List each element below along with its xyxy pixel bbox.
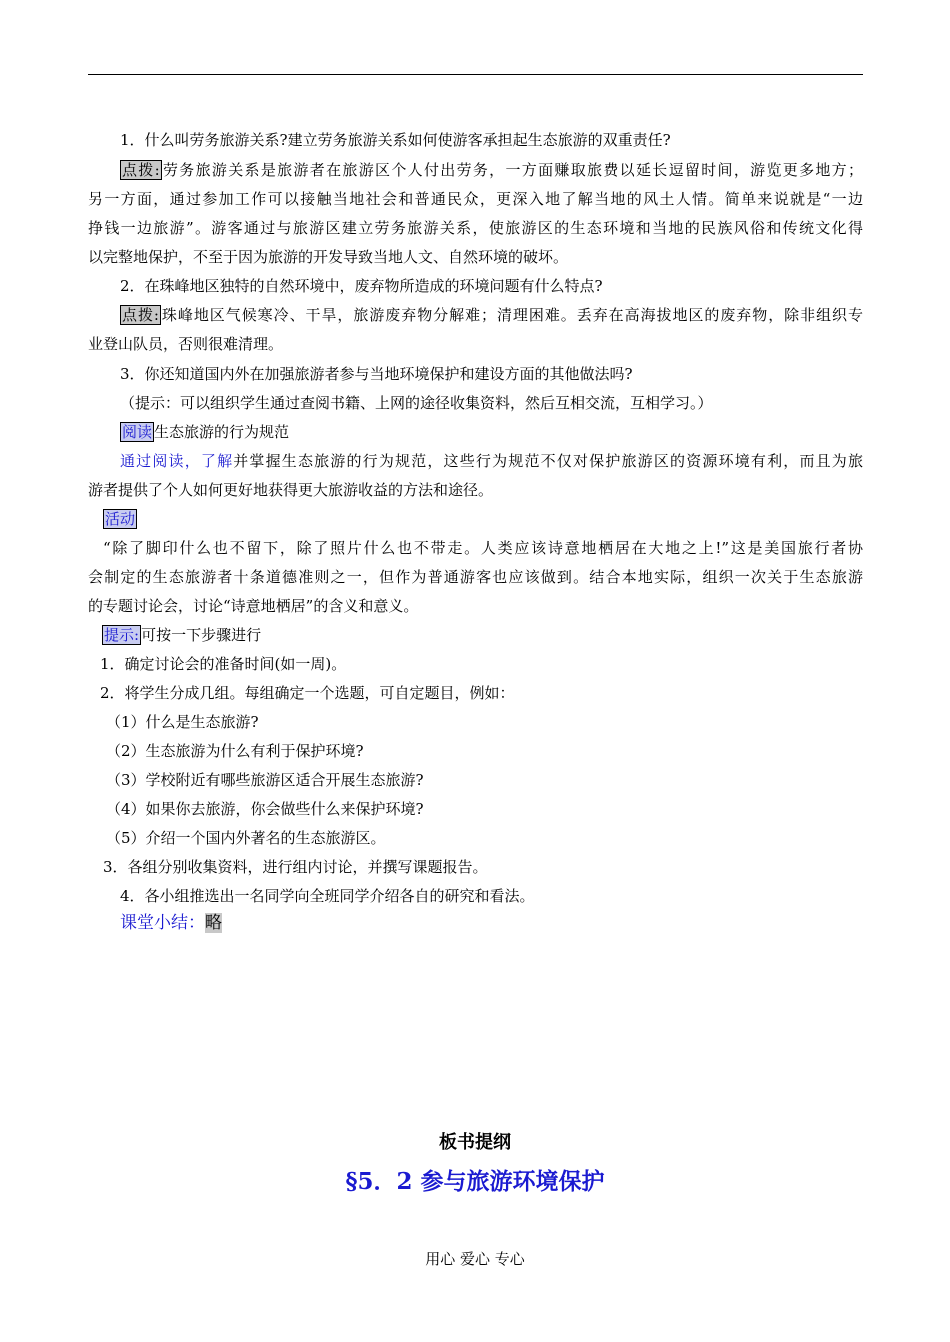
- q1-answer-line-1: 点拨: 劳务旅游关系是旅游者在旅游区个人付出劳务，一方面赚取旅费以延长逗留时间，游览更多地方；: [122, 161, 863, 179]
- q1-answer-line-3: 挣钱一边旅游”。游客通过与旅游区建立劳务旅游关系，使旅游区的生态环境和当地的民族风俗和传统文化得: [88, 219, 863, 237]
- step-3: 3．各组分别收集资料，进行组内讨论，并撰写课题报告。: [103, 858, 488, 876]
- question-1: 1．什么叫劳务旅游关系?建立劳务旅游关系如何使游客承担起生态旅游的双重责任?: [120, 131, 671, 149]
- step-2: 2．将学生分成几组。每组确定一个选题，可自定题目，例如：: [100, 684, 515, 702]
- step-1: 1．确定讨论会的准备时间(如一周)。: [100, 655, 347, 673]
- q1-answer-line-2: 另一方面，通过参加工作可以接触当地社会和普通民众，更深入地了解当地的风土人情。简单来说就是“一边: [88, 190, 863, 208]
- step-4: 4．各小组推选出一名同学向全班同学介绍各自的研究和看法。: [120, 887, 535, 905]
- q1-answer-line-4: 以完整地保护，不至于因为旅游的开发导致当地人文、自然环境的破坏。: [88, 248, 569, 266]
- board-outline-title: 板书提纲: [439, 1132, 511, 1153]
- topic-5: （5）介绍一个国内外著名的生态旅游区。: [106, 829, 386, 847]
- hint-tag: 点拨:: [122, 306, 159, 324]
- q3-hint: （提示：可以组织学生通过查阅书籍、上网的途径收集资料，然后互相交流，互相学习。）: [120, 394, 713, 412]
- question-2: 2．在珠峰地区独特的自然环境中，废弃物所造成的环境问题有什么特点?: [120, 277, 603, 295]
- tips-tag: 提示:: [104, 626, 140, 644]
- class-summary: 课堂小结：略: [120, 913, 222, 933]
- header-rule: [88, 74, 863, 75]
- question-3: 3．你还知道国内外在加强旅游者参与当地环境保护和建设方面的其他做法吗?: [120, 365, 633, 383]
- activity-line-3: 的专题讨论会，讨论“诗意地栖居”的含义和意义。: [88, 597, 419, 615]
- reading-line-2: 游者提供了个人如何更好地获得更大旅游收益的方法和途径。: [88, 481, 494, 499]
- tips-heading: 提示: 可按一下步骤进行: [104, 626, 262, 644]
- activity-line-1: “除了脚印什么也不留下，除了照片什么也不带走。人类应该诗意地栖居在大地之上!”这是美国旅行者协: [103, 539, 863, 557]
- topic-4: （4）如果你去旅游，你会做些什么来保护环境?: [106, 800, 424, 818]
- page-footer: 用心 爱心 专心: [425, 1250, 525, 1268]
- activity-line-2: 会制定的生态旅游者十条道德准则之一，但作为普通游客也应该做到。结合本地实际，组织一次关于生态旅游: [88, 568, 863, 586]
- board-outline-subtitle: §5．2 参与旅游环境保护: [345, 1168, 605, 1195]
- activity-heading: [103, 509, 863, 529]
- hint-tag: 点拨:: [122, 161, 160, 179]
- q2-answer-line-1: 点拨: 珠峰地区气候寒冷、干旱，旅游废弃物分解难；清理困难。丢弃在高海拔地区的废弃物，除非组织专: [122, 306, 863, 324]
- activity-tag: 活动: [105, 510, 136, 528]
- topic-3: （3）学校附近有哪些旅游区适合开展生态旅游?: [106, 771, 424, 789]
- q2-answer-line-2: 业登山队员，否则很难清理。: [88, 335, 284, 353]
- reading-line-1: 通过阅读，了解并掌握生态旅游的行为规范，这些行为规范不仅对保护旅游区的资源环境有利，而且为旅: [120, 452, 863, 470]
- reading-tag: 阅读: [122, 423, 153, 441]
- reading-heading: 阅读 生态旅游的行为规范: [122, 423, 290, 441]
- topic-1: （1）什么是生态旅游?: [106, 713, 259, 731]
- topic-2: （2）生态旅游为什么有利于保护环境?: [106, 742, 364, 760]
